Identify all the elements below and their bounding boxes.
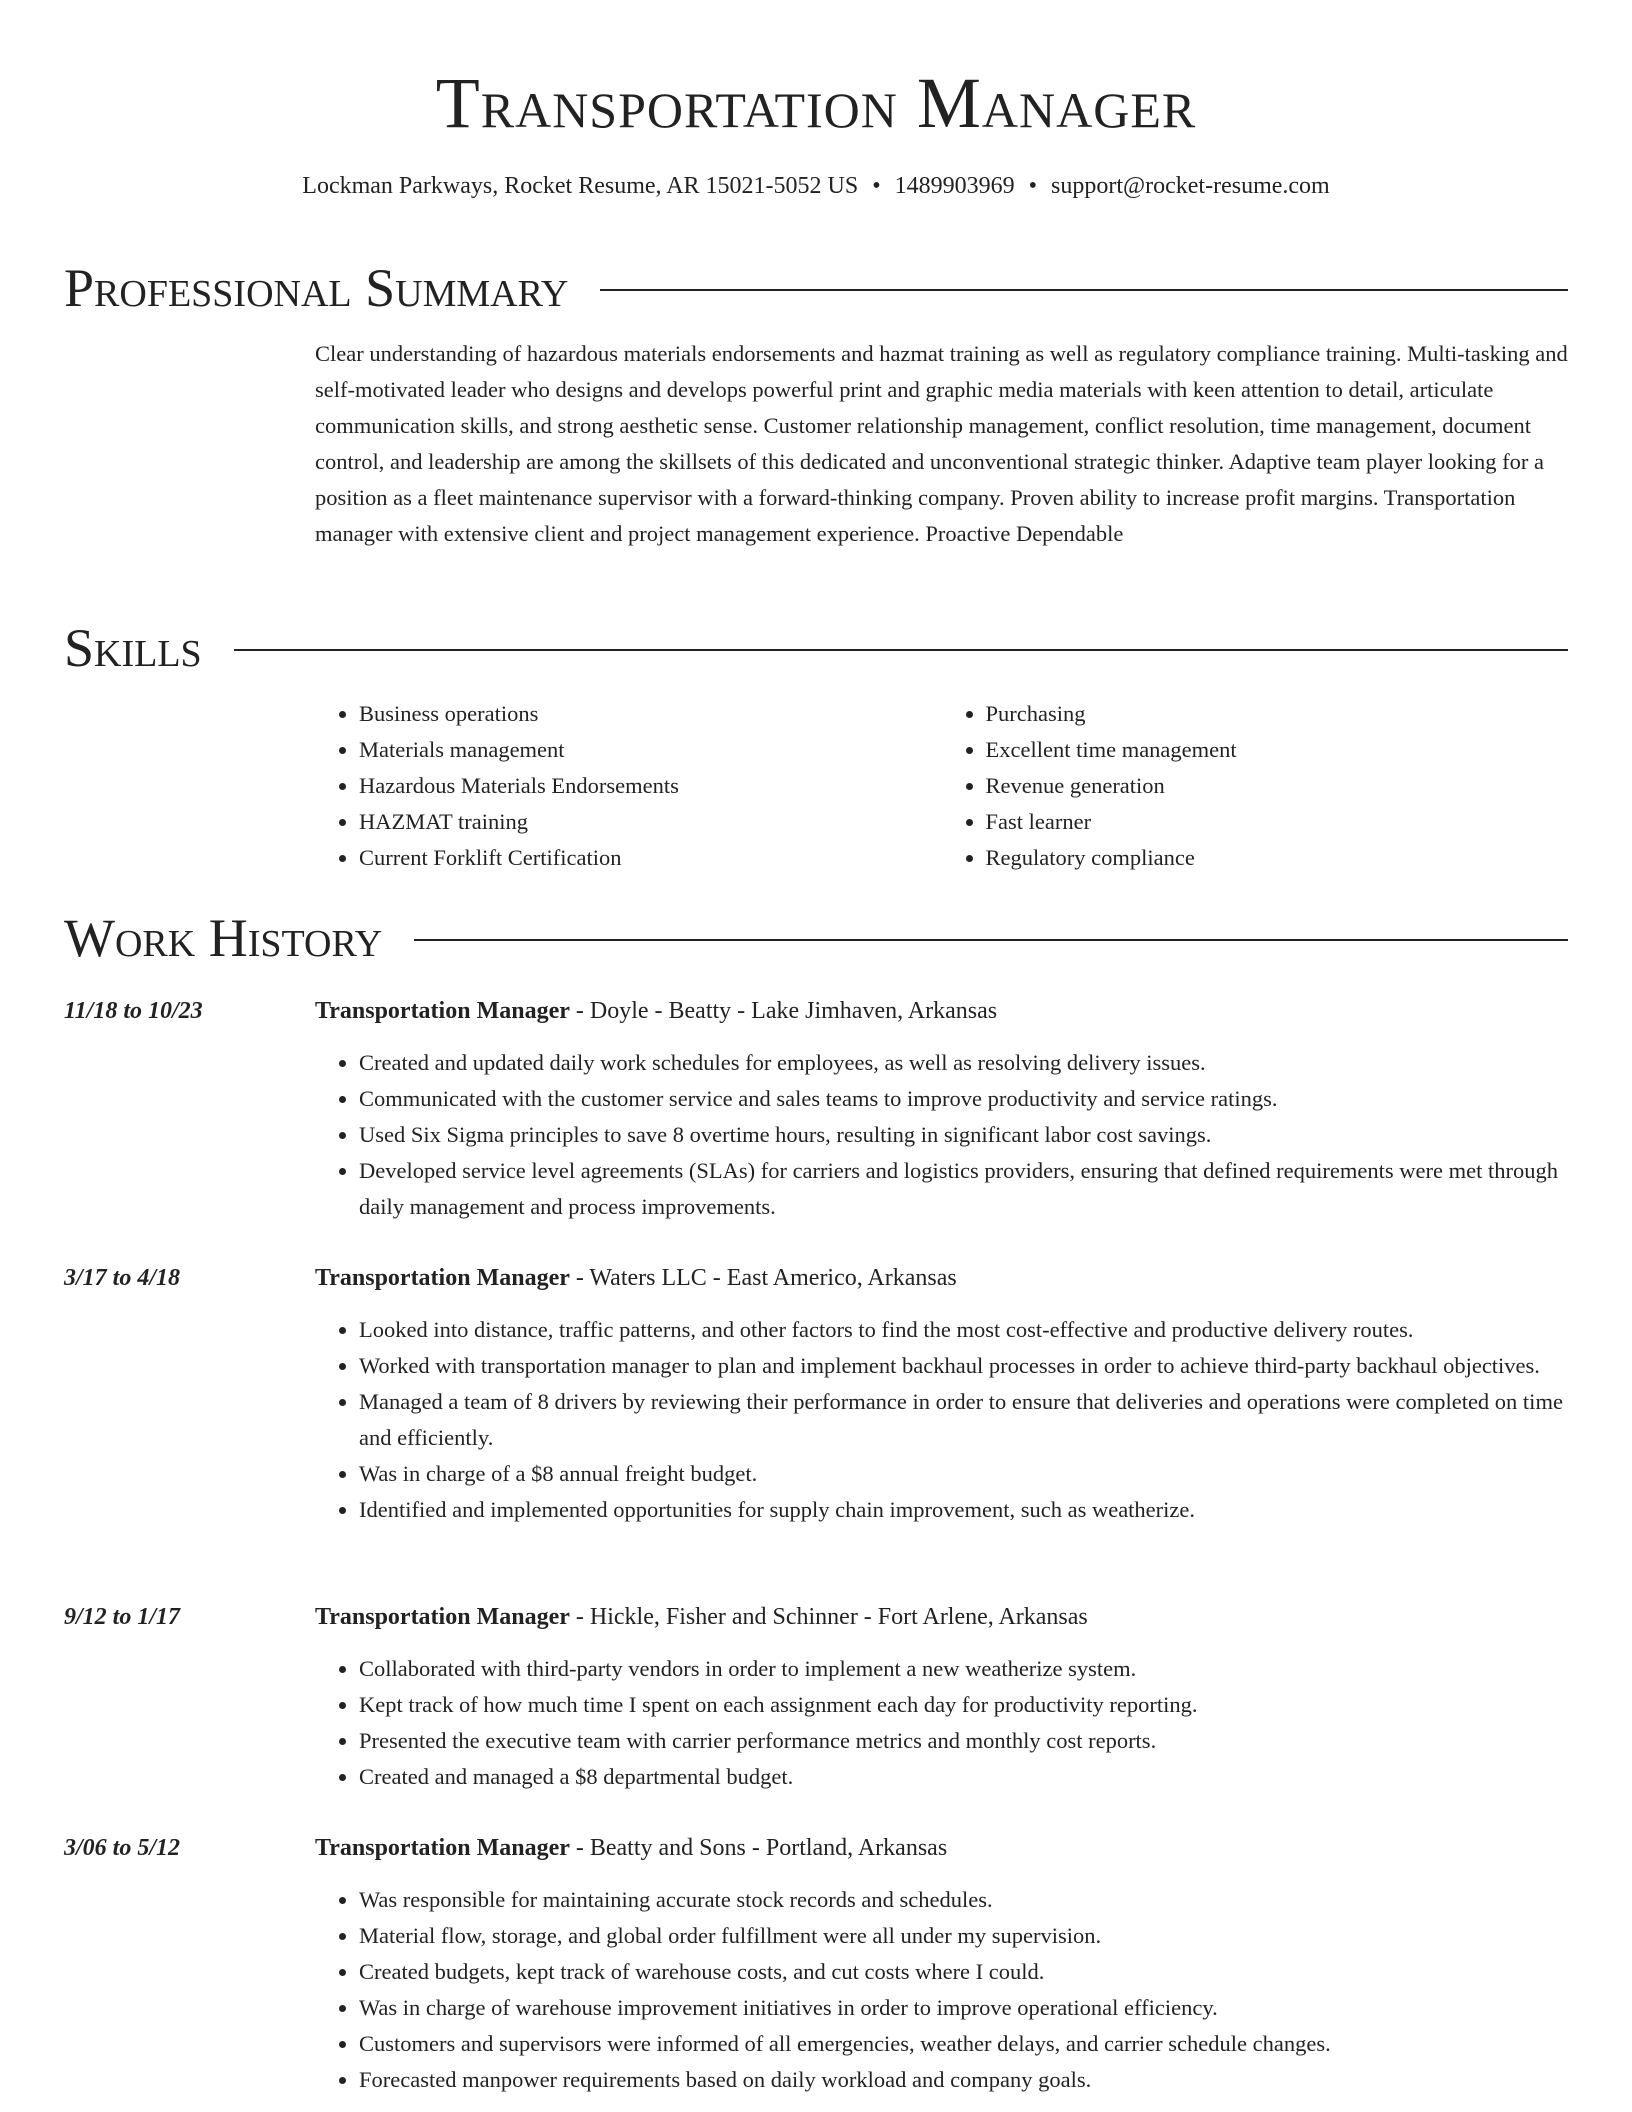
job-bullet: • Created budgets, kept track of warehouse costs, and cut costs where I could. — [359, 1954, 1568, 1990]
job-bullet: • Used Six Sigma principles to save 8 overtime hours, resulting in significant labor cost savings. — [359, 1117, 1568, 1153]
job-dates: 3/17 to 4/18 — [64, 1265, 181, 1291]
section-rule — [600, 289, 1568, 291]
skill-item: • Purchasing — [986, 696, 1569, 732]
work-section-header — [64, 908, 1568, 968]
skills-left-column — [315, 696, 942, 876]
job-bullet: • Kept track of how much time I spent on each assignment each day for productivity reporting. — [359, 1687, 1568, 1723]
job-dates: 11/18 to 10/23 — [64, 998, 203, 1024]
section-rule — [234, 649, 1568, 651]
contact-line — [64, 170, 1568, 202]
job-title: Transportation Manager — [315, 1604, 570, 1630]
job-title-line — [315, 1260, 1568, 1296]
job-bullet: • Collaborated with third-party vendors in order to implement a new weatherize system. — [359, 1651, 1568, 1687]
section-rule — [414, 939, 1568, 941]
job-details: - Doyle - Beatty - Lake Jimhaven, Arkansas — [569, 998, 998, 1024]
job-bullet: • Was responsible for maintaining accurate stock records and schedules. — [359, 1882, 1568, 1918]
separator: • — [1028, 173, 1038, 199]
skill-item: • Hazardous Materials Endorsements — [359, 768, 942, 804]
job-dates: 9/12 to 1/17 — [64, 1604, 181, 1630]
job-bullet: • Was in charge of a $8 annual freight budget. — [359, 1456, 1568, 1492]
job-bullet: • Created and updated daily work schedules for employees, as well as resolving delivery issues. — [359, 1045, 1568, 1081]
job-dates: 3/06 to 5/12 — [64, 1835, 181, 1861]
job-bullet: • Managed a team of 8 drivers by reviewing their performance in order to ensure that deliveries and operations were completed on time and efficiently. — [359, 1384, 1568, 1456]
resume-name: Transportation Manager — [435, 63, 1197, 143]
job-title: Transportation Manager — [315, 1265, 570, 1291]
job-details: - Beatty and Sons - Portland, Arkansas — [569, 1835, 948, 1861]
job-bullet: • Customers and supervisors were informed of all emergencies, weather delays, and carrier schedule changes. — [359, 2026, 1568, 2062]
job-bullet: • Worked with transportation manager to plan and implement backhaul processes in order to achieve third-party backhaul objectives. — [359, 1348, 1568, 1384]
job-bullet: • Identified and implemented opportunities for supply chain improvement, such as weatherize. — [359, 1492, 1568, 1528]
phone: 1489903969 — [894, 173, 1015, 199]
skill-item: • Current Forklift Certification — [359, 840, 942, 876]
job-title: Transportation Manager — [315, 998, 570, 1024]
work-heading: Work History — [64, 908, 383, 968]
job-entry — [64, 1260, 1568, 1528]
skill-item: • Fast learner — [986, 804, 1569, 840]
job-details: - Hickle, Fisher and Schinner - Fort Arlene, Arkansas — [569, 1604, 1088, 1630]
job-bullets — [315, 1312, 1568, 1528]
resume-page — [64, 0, 1568, 2092]
job-bullets — [315, 1651, 1568, 1795]
job-entry — [64, 1830, 1568, 2098]
job-bullets — [315, 1045, 1568, 1225]
job-entry — [64, 993, 1568, 1225]
job-bullet: • Material flow, storage, and global order fulfillment were all under my supervision. — [359, 1918, 1568, 1954]
summary-text: Clear understanding of hazardous materials endorsements and hazmat training as well as regulatory compliance training. Multi-tasking and self-motivated leader who designs and develops powerful print and graphic media materials with keen attention to detail, articulate communication skills, and strong aesthetic sense. Customer relationship management, conflict resolution, time management, document control, and leadership are among the skillsets of this dedicated and unconventional strategic thinker. Adaptive team player looking for a position as a fleet maintenance supervisor with a forward-thinking company. Proven ability to increase profit margins. Transportation manager with extensive client and project management experience. Proactive Dependable — [315, 341, 1568, 546]
separator: • — [872, 173, 881, 199]
job-bullets — [315, 1882, 1568, 2098]
skill-item: • Regulatory compliance — [986, 840, 1569, 876]
job-bullet: • Communicated with the customer service and sales teams to improve productivity and service ratings. — [359, 1081, 1568, 1117]
job-bullet: • Forecasted manpower requirements based on daily workload and company goals. — [359, 2062, 1568, 2098]
summary-section-header — [64, 258, 1568, 318]
job-title-line — [315, 993, 1568, 1029]
job-bullet: • Developed service level agreements (SLAs) for carriers and logistics providers, ensuring that defined requirements were met through daily management and process improvements. — [359, 1153, 1568, 1225]
skill-item: • Business operations — [359, 696, 942, 732]
address: Lockman Parkways, Rocket Resume, AR 15021-5052 US — [302, 173, 859, 199]
skills-list — [315, 696, 1568, 876]
job-bullet: • Was in charge of warehouse improvement initiatives in order to improve operational efficiency. — [359, 1990, 1568, 2026]
job-bullet: • Created and managed a $8 departmental budget. — [359, 1759, 1568, 1795]
job-entry — [64, 1599, 1568, 1795]
job-title: Transportation Manager — [315, 1835, 570, 1861]
job-details: - Waters LLC - East Americo, Arkansas — [569, 1265, 957, 1291]
job-title-line — [315, 1830, 1568, 1866]
skills-heading: Skills — [64, 618, 202, 678]
skill-item: • Revenue generation — [986, 768, 1569, 804]
skill-item: • Excellent time management — [986, 732, 1569, 768]
job-bullet: • Looked into distance, traffic patterns, and other factors to find the most cost-effective and productive delivery routes. — [359, 1312, 1568, 1348]
job-bullet: • Presented the executive team with carrier performance metrics and monthly cost reports. — [359, 1723, 1568, 1759]
skill-item: • Materials management — [359, 732, 942, 768]
skills-right-column — [942, 696, 1569, 876]
skills-section-header — [64, 618, 1568, 678]
email: support@rocket-resume.com — [1051, 173, 1330, 199]
job-title-line — [315, 1599, 1568, 1635]
summary-heading: Professional Summary — [64, 258, 569, 318]
skill-item: • HAZMAT training — [359, 804, 942, 840]
